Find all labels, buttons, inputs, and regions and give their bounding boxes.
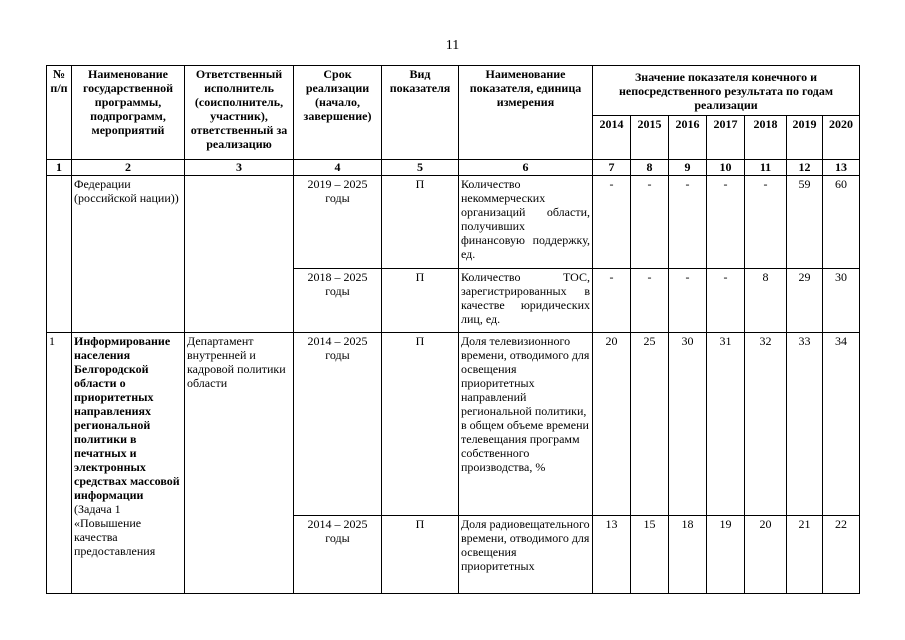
indicator-type: П: [382, 516, 459, 594]
period: 2014 – 2025 годы: [294, 333, 382, 516]
indicator-name: Количество ТОС, зарегистрированных в качестве юридических лиц, ед.: [459, 269, 593, 333]
column-number: 10: [707, 160, 745, 176]
column-number: 4: [294, 160, 382, 176]
indicator-name: Доля радиовещательного времени, отводимого для освещения приоритетных: [459, 516, 593, 594]
value-cell: 25: [631, 333, 669, 516]
header-year: 2018: [745, 116, 787, 160]
value-cell: 18: [669, 516, 707, 594]
header-col-type: Вид показателя: [382, 66, 459, 160]
indicator-table: [46, 65, 860, 594]
indicator-name: Количество некоммерческих организаций области, получивших финансовую поддержку, ед.: [459, 176, 593, 269]
value-cell: 19: [707, 516, 745, 594]
header-col-indicator: Наименование показателя, единица измерения: [459, 66, 593, 160]
row-number: 1: [47, 333, 72, 594]
value-cell: -: [593, 176, 631, 269]
header-values-group: Значение показателя конечного и непосредственного результата по годам реализации: [593, 66, 860, 116]
column-number: 11: [745, 160, 787, 176]
row-number: [47, 176, 72, 333]
value-cell: -: [631, 176, 669, 269]
indicator-type: П: [382, 333, 459, 516]
header-year: 2019: [787, 116, 823, 160]
header-col-number: № п/п: [47, 66, 72, 160]
column-number: 7: [593, 160, 631, 176]
column-number: 3: [185, 160, 294, 176]
value-cell: 29: [787, 269, 823, 333]
value-cell: 30: [669, 333, 707, 516]
value-cell: -: [669, 269, 707, 333]
value-cell: 34: [823, 333, 860, 516]
header-year: 2016: [669, 116, 707, 160]
header-col-name: Наименование государственной программы, подпрограмм, мероприятий: [72, 66, 185, 160]
indicator-name: Доля телевизионного времени, отводимого для освещения приоритетных направлений региональной политики, в общем объеме времени телевещания программ собственного производства, %: [459, 333, 593, 516]
column-number: 6: [459, 160, 593, 176]
value-cell: 60: [823, 176, 860, 269]
header-year: 2015: [631, 116, 669, 160]
column-number: 13: [823, 160, 860, 176]
column-number: 5: [382, 160, 459, 176]
value-cell: -: [593, 269, 631, 333]
measure-name-plain: (Задача 1 «Повышение качества предоставления: [74, 502, 156, 558]
column-number: 9: [669, 160, 707, 176]
period: 2018 – 2025 годы: [294, 269, 382, 333]
column-number: 12: [787, 160, 823, 176]
value-cell: -: [669, 176, 707, 269]
value-cell: 31: [707, 333, 745, 516]
period: 2019 – 2025 годы: [294, 176, 382, 269]
value-cell: 20: [593, 333, 631, 516]
value-cell: 59: [787, 176, 823, 269]
value-cell: 33: [787, 333, 823, 516]
value-cell: -: [631, 269, 669, 333]
value-cell: 30: [823, 269, 860, 333]
executor: [185, 176, 294, 333]
measure-name: Федерации (российской нации)): [72, 176, 185, 333]
header-year: 2020: [823, 116, 860, 160]
value-cell: 8: [745, 269, 787, 333]
executor: Департамент внутренней и кадровой политики области: [185, 333, 294, 594]
value-cell: -: [707, 269, 745, 333]
header-year: 2017: [707, 116, 745, 160]
indicator-type: П: [382, 269, 459, 333]
measure-name-bold: Информирование населения Белгородской области о приоритетных направлениях региональной политики в печатных и электронных средствах массовой информации: [74, 334, 180, 502]
header-year: 2014: [593, 116, 631, 160]
value-cell: 15: [631, 516, 669, 594]
header-col-executor: Ответственный исполнитель (соисполнитель, участник), ответственный за реализацию: [185, 66, 294, 160]
value-cell: 21: [787, 516, 823, 594]
value-cell: 22: [823, 516, 860, 594]
measure-name: [72, 333, 185, 594]
value-cell: 20: [745, 516, 787, 594]
value-cell: 32: [745, 333, 787, 516]
period: 2014 – 2025 годы: [294, 516, 382, 594]
indicator-type: П: [382, 176, 459, 269]
value-cell: -: [707, 176, 745, 269]
table-row: [47, 333, 860, 516]
column-number: 1: [47, 160, 72, 176]
page-number: 11: [445, 38, 460, 53]
column-number: 8: [631, 160, 669, 176]
value-cell: 13: [593, 516, 631, 594]
value-cell: -: [745, 176, 787, 269]
header-col-period: Срок реализации (начало, завершение): [294, 66, 382, 160]
column-number: 2: [72, 160, 185, 176]
table-row: [47, 176, 860, 269]
